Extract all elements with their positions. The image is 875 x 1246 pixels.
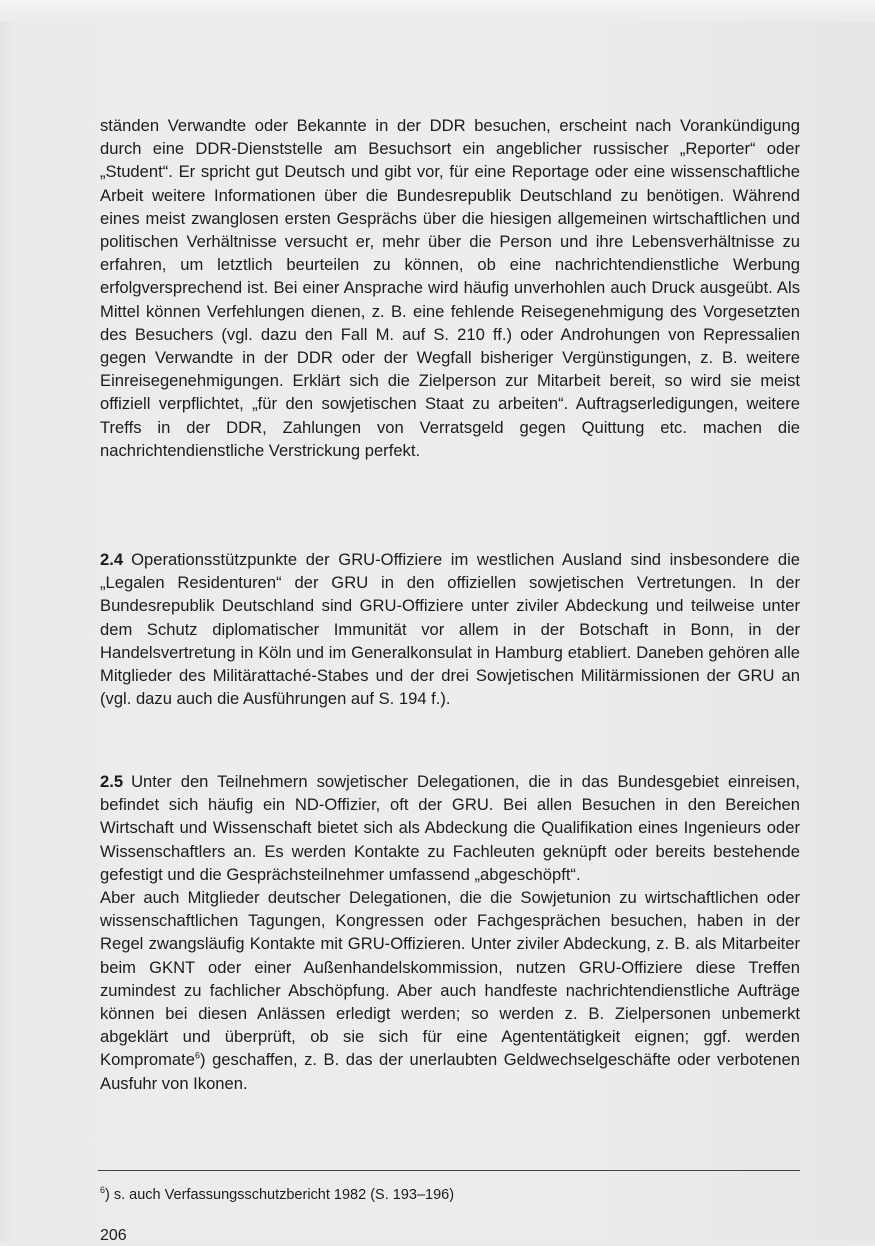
paragraph-text: ständen Verwandte oder Bekannte in der DDR besuchen, erscheint nach Vorankündigung durch eine DDR-Dienststelle am Besuchsort ein angeblicher russischer „Reporter“ oder „Student“. Er spricht gut Deutsch und gibt vor, für eine Reportage oder eine wissenschaftliche Arbeit weitere Informationen über die Bundesrepublik Deutschland zu benötigen. Während eines meist zwanglosen ersten Gesprächs über die hiesigen allgemeinen wirtschaftlichen und politischen Verhältnisse versucht er, mehr über die Person und ihre Lebensverhältnisse zu erfahren, um letztlich beurteilen zu können, ob eine nachrichtendienstliche Werbung erfolgversprechend ist. Bei einer Ansprache wird häufig unverhohlen auch Druck ausgeübt. Als Mittel können Verfehlungen dienen, z. B. eine fehlende Reisegenehmigung des Vorgesetzten des Besuchers (vgl. dazu den Fall M. auf S. 210 ff.) oder Androhungen von Repressalien gegen Verwandte in der DDR oder der Wegfall bisheriger Vergünstigungen, z. B. weitere Einreisegenehmigungen. Erklärt sich die Zielperson zur Mitarbeit bereit, so wird sie meist offiziell verpflichtet, „für den sowjetischen Staat zu arbeiten“. Auftragserledigungen, weitere Treffs in der DDR, Zahlungen von Verratsgeld gegen Quittung etc. machen die nachrichtendienstliche Verstrickung perfekt.	[100, 116, 800, 460]
page-top-edge	[0, 0, 875, 22]
section-2-4	[100, 548, 800, 710]
section-2-5-paragraph-1	[100, 770, 800, 886]
footnote-reference: 6	[195, 1050, 201, 1061]
section-2-5	[100, 770, 800, 1095]
page-number: 206	[100, 1227, 127, 1244]
body-paragraph-1	[100, 114, 800, 462]
footnote-divider	[98, 1170, 800, 1171]
section-text: ) geschaffen, z. B. das der unerlaubten Geldwechselgeschäfte oder verbotenen Ausfuhr von Ikonen.	[100, 1050, 800, 1093]
section-text: Aber auch Mitglieder deutscher Delegationen, die die Sowjetunion zu wirtschaftlichen oder wissenschaftlichen Tagungen, Kongressen oder Fachgesprächen besuchen, haben in der Regel zwangsläufig Kontakte mit GRU-Offizieren. Unter ziviler Abdeckung, z. B. als Mitarbeiter beim GKNT oder einer Außenhandelskommission, nutzen GRU-Offiziere diese Treffen zumindest zu fachlicher Abschöpfung. Aber auch handfeste nachrichtendienstliche Aufträge können bei diesen Anlässen erledigt werden; so werden z. B. Zielpersonen unbemerkt abgeklärt und überprüft, ob sie sich für eine Agententätigkeit eignen; ggf. werden Kompromate	[100, 888, 800, 1070]
section-number: 2.4	[100, 550, 124, 569]
section-2-5-paragraph-2	[100, 886, 800, 1095]
section-number: 2.5	[100, 772, 124, 791]
section-text: Unter den Teilnehmern sowjetischer Delegationen, die in das Bundesgebiet einreisen, befindet sich häufig ein ND-Offizier, oft der GRU. Bei allen Besuchen in den Bereichen Wirtschaft und Wissenschaft bietet sich als Abdeckung die Qualifikation eines Ingenieurs oder Wissenschaftlers an. Es werden Kontakte zu Fachleuten geknüpft oder bereits bestehende gefestigt und die Gesprächsteilnehmer umfassend „abgeschöpft“.	[100, 772, 800, 884]
footnote-marker: 6	[100, 1185, 106, 1196]
footnote	[100, 1185, 800, 1205]
section-text: Operationsstützpunkte der GRU-Offiziere im westlichen Ausland sind insbesondere die „Legalen Residenturen“ der GRU in den offiziellen sowjetischen Vertretungen. In der Bundesrepublik Deutschland sind GRU-Offiziere unter ziviler Abdeckung und teilweise unter dem Schutz diplomatischer Immunität vor allem in der Botschaft in Bonn, in der Handelsvertretung in Köln und im Generalkonsulat in Hamburg etabliert. Daneben gehören alle Mitglieder des Militärattaché-Stabes und der drei Sowjetischen Militärmissionen der GRU an (vgl. dazu auch die Ausführungen auf S. 194 f.).	[100, 550, 800, 709]
footnote-text: ) s. auch Verfassungsschutzbericht 1982 (S. 193–196)	[105, 1187, 455, 1203]
section-2-4-paragraph	[100, 548, 800, 710]
